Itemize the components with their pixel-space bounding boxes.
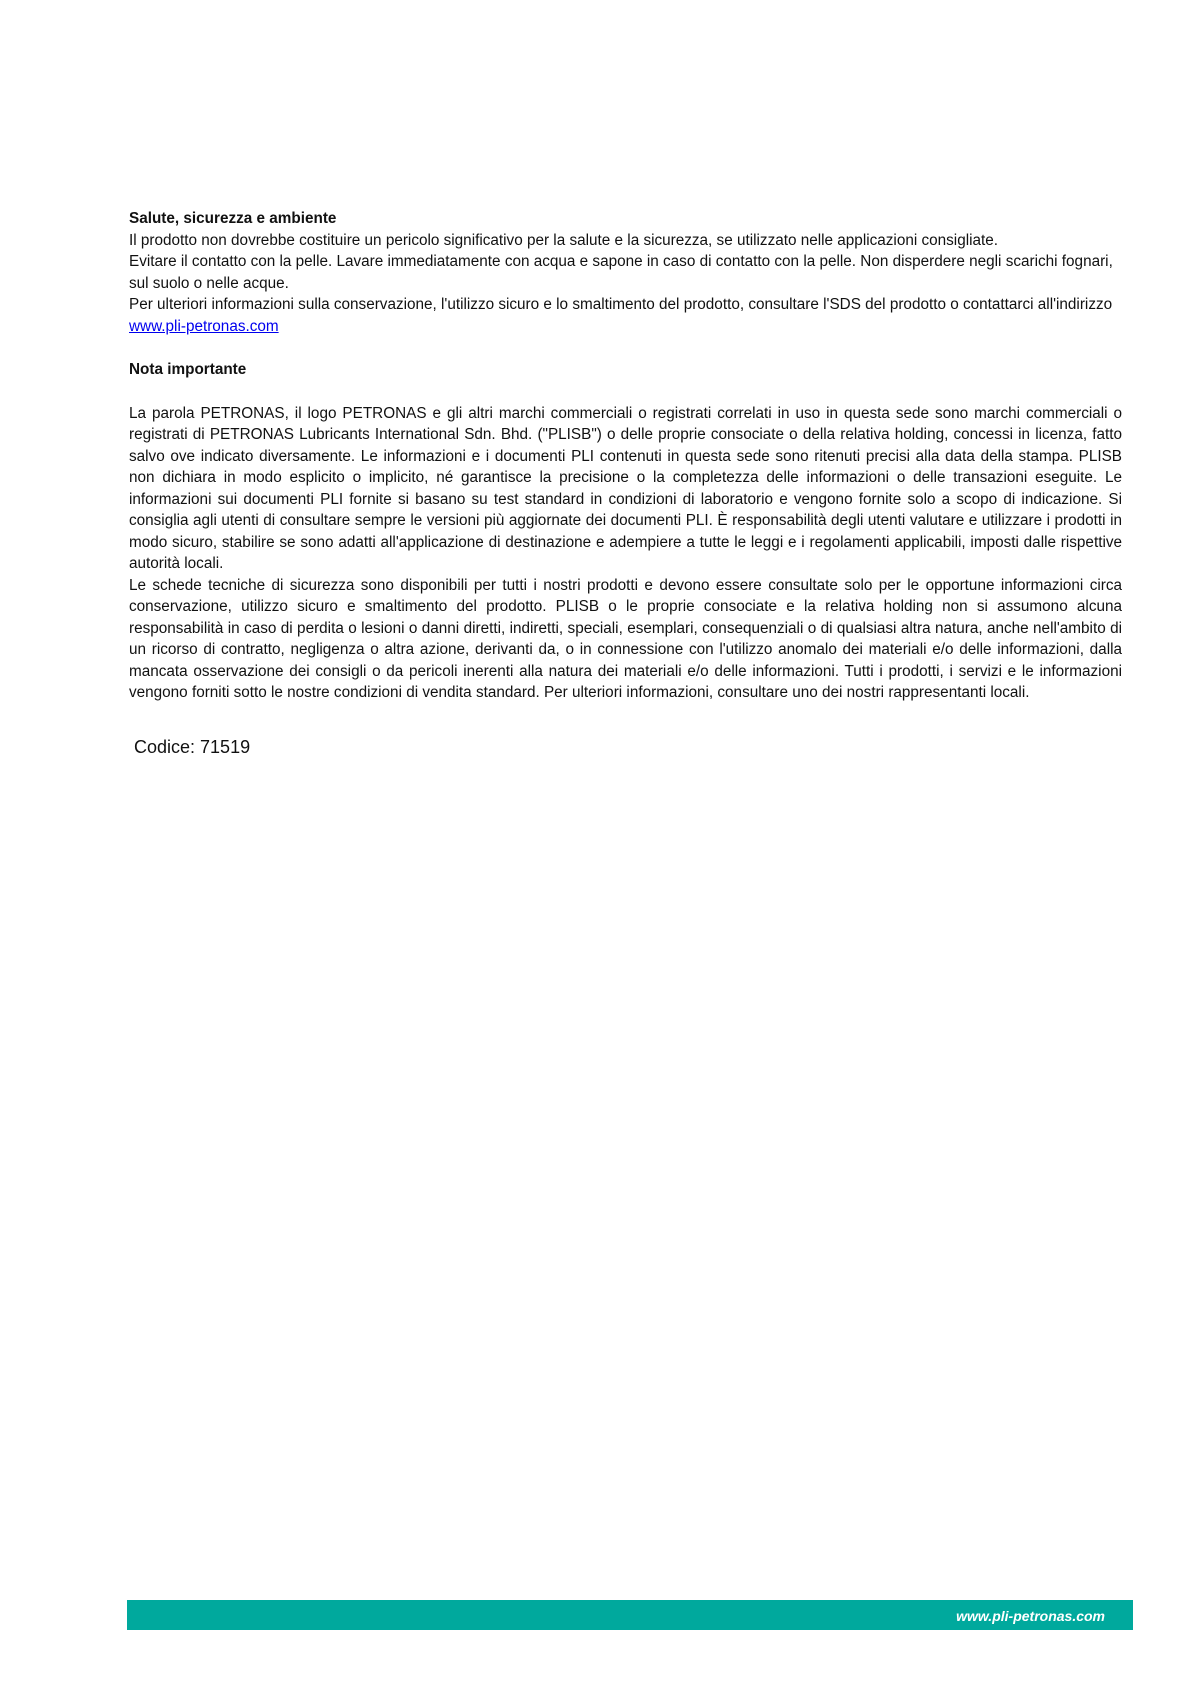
important-note-paragraph-2: Le schede tecniche di sicurezza sono disponibili per tutti i nostri prodotti e devono essere consultate solo per le opportune informazioni circa conservazione, utilizzo sicuro e smaltimento del prodotto. PLISB o le proprie consociate e la relativa holding non si assumono alcuna responsabilità in caso di perdita o lesioni o danni diretti, indiretti, speciali, esemplari, consequenziali o di qualsiasi altra natura, anche nell'ambito di un ricorso di contratto, negligenza o altra azione, derivanti da, o in connessione con l'utilizzo anomalo dei materiali e/o delle informazioni, dalla mancata osservazione dei consigli o da pericoli inerenti alla natura dei materiali e/o delle informazioni. Tutti i prodotti, i servizi e le informazioni vengono forniti sotto le nostre condizioni di vendita standard. Per ulteriori informazioni, consultare uno dei nostri rappresentanti locali. [129, 576, 1122, 701]
important-note-paragraph-1: La parola PETRONAS, il logo PETRONAS e gli altri marchi commerciali o registrati correlati in uso in questa sede sono marchi commerciali o registrati di PETRONAS Lubricants International Sdn. Bhd. ("PLISB") o delle proprie consociate o della relativa holding, concessi in licenza, fatto salvo ove indicato diversamente. Le informazioni e i documenti PLI contenuti in questa sede sono ritenuti precisi alla data della stampa. PLISB non dichiara in modo esplicito o implicito, né garantisce la precisione o la completezza delle informazioni o delle transazioni eseguite. Le informazioni sui documenti PLI fornite si basano su test standard in condizioni di laboratorio e vengono fornite solo a scopo di indicazione. Si consiglia agli utenti di consultare sempre le versioni più aggiornate dei documenti PLI. È responsabilità degli utenti valutare e utilizzare i prodotti in modo sicuro, stabilire se sono adatti all'applicazione di destinazione e adempiere a tutte le leggi e i regolamenti applicabili, imposti dalle rispettive autorità locali. [129, 404, 1122, 572]
pli-website-link[interactable]: www.pli-petronas.com [129, 317, 279, 335]
health-safety-line-2: Evitare il contatto con la pelle. Lavare immediatamente con acqua e sapone in caso di contatto con la pelle. Non disperdere negli scarichi fognari, sul suolo o nelle acque. [129, 253, 1113, 292]
product-code: Codice: 71519 [134, 737, 251, 757]
health-safety-line-3 [129, 294, 1122, 337]
health-safety-title: Salute, sicurezza e ambiente [129, 210, 337, 227]
footer-bar [127, 1600, 1133, 1630]
important-note-title: Nota importante [129, 361, 247, 378]
health-safety-line-3-text: Per ulteriori informazioni sulla conservazione, l'utilizzo sicuro e lo smaltimento del prodotto, consultare l'SDS del prodotto o contattarci all'indirizzo [129, 296, 1113, 313]
document-body [129, 208, 1122, 704]
footer-url: www.pli-petronas.com [956, 1608, 1105, 1624]
health-safety-line-1: Il prodotto non dovrebbe costituire un pericolo significativo per la salute e la sicurezza, se utilizzato nelle applicazioni consigliate. [129, 231, 999, 249]
